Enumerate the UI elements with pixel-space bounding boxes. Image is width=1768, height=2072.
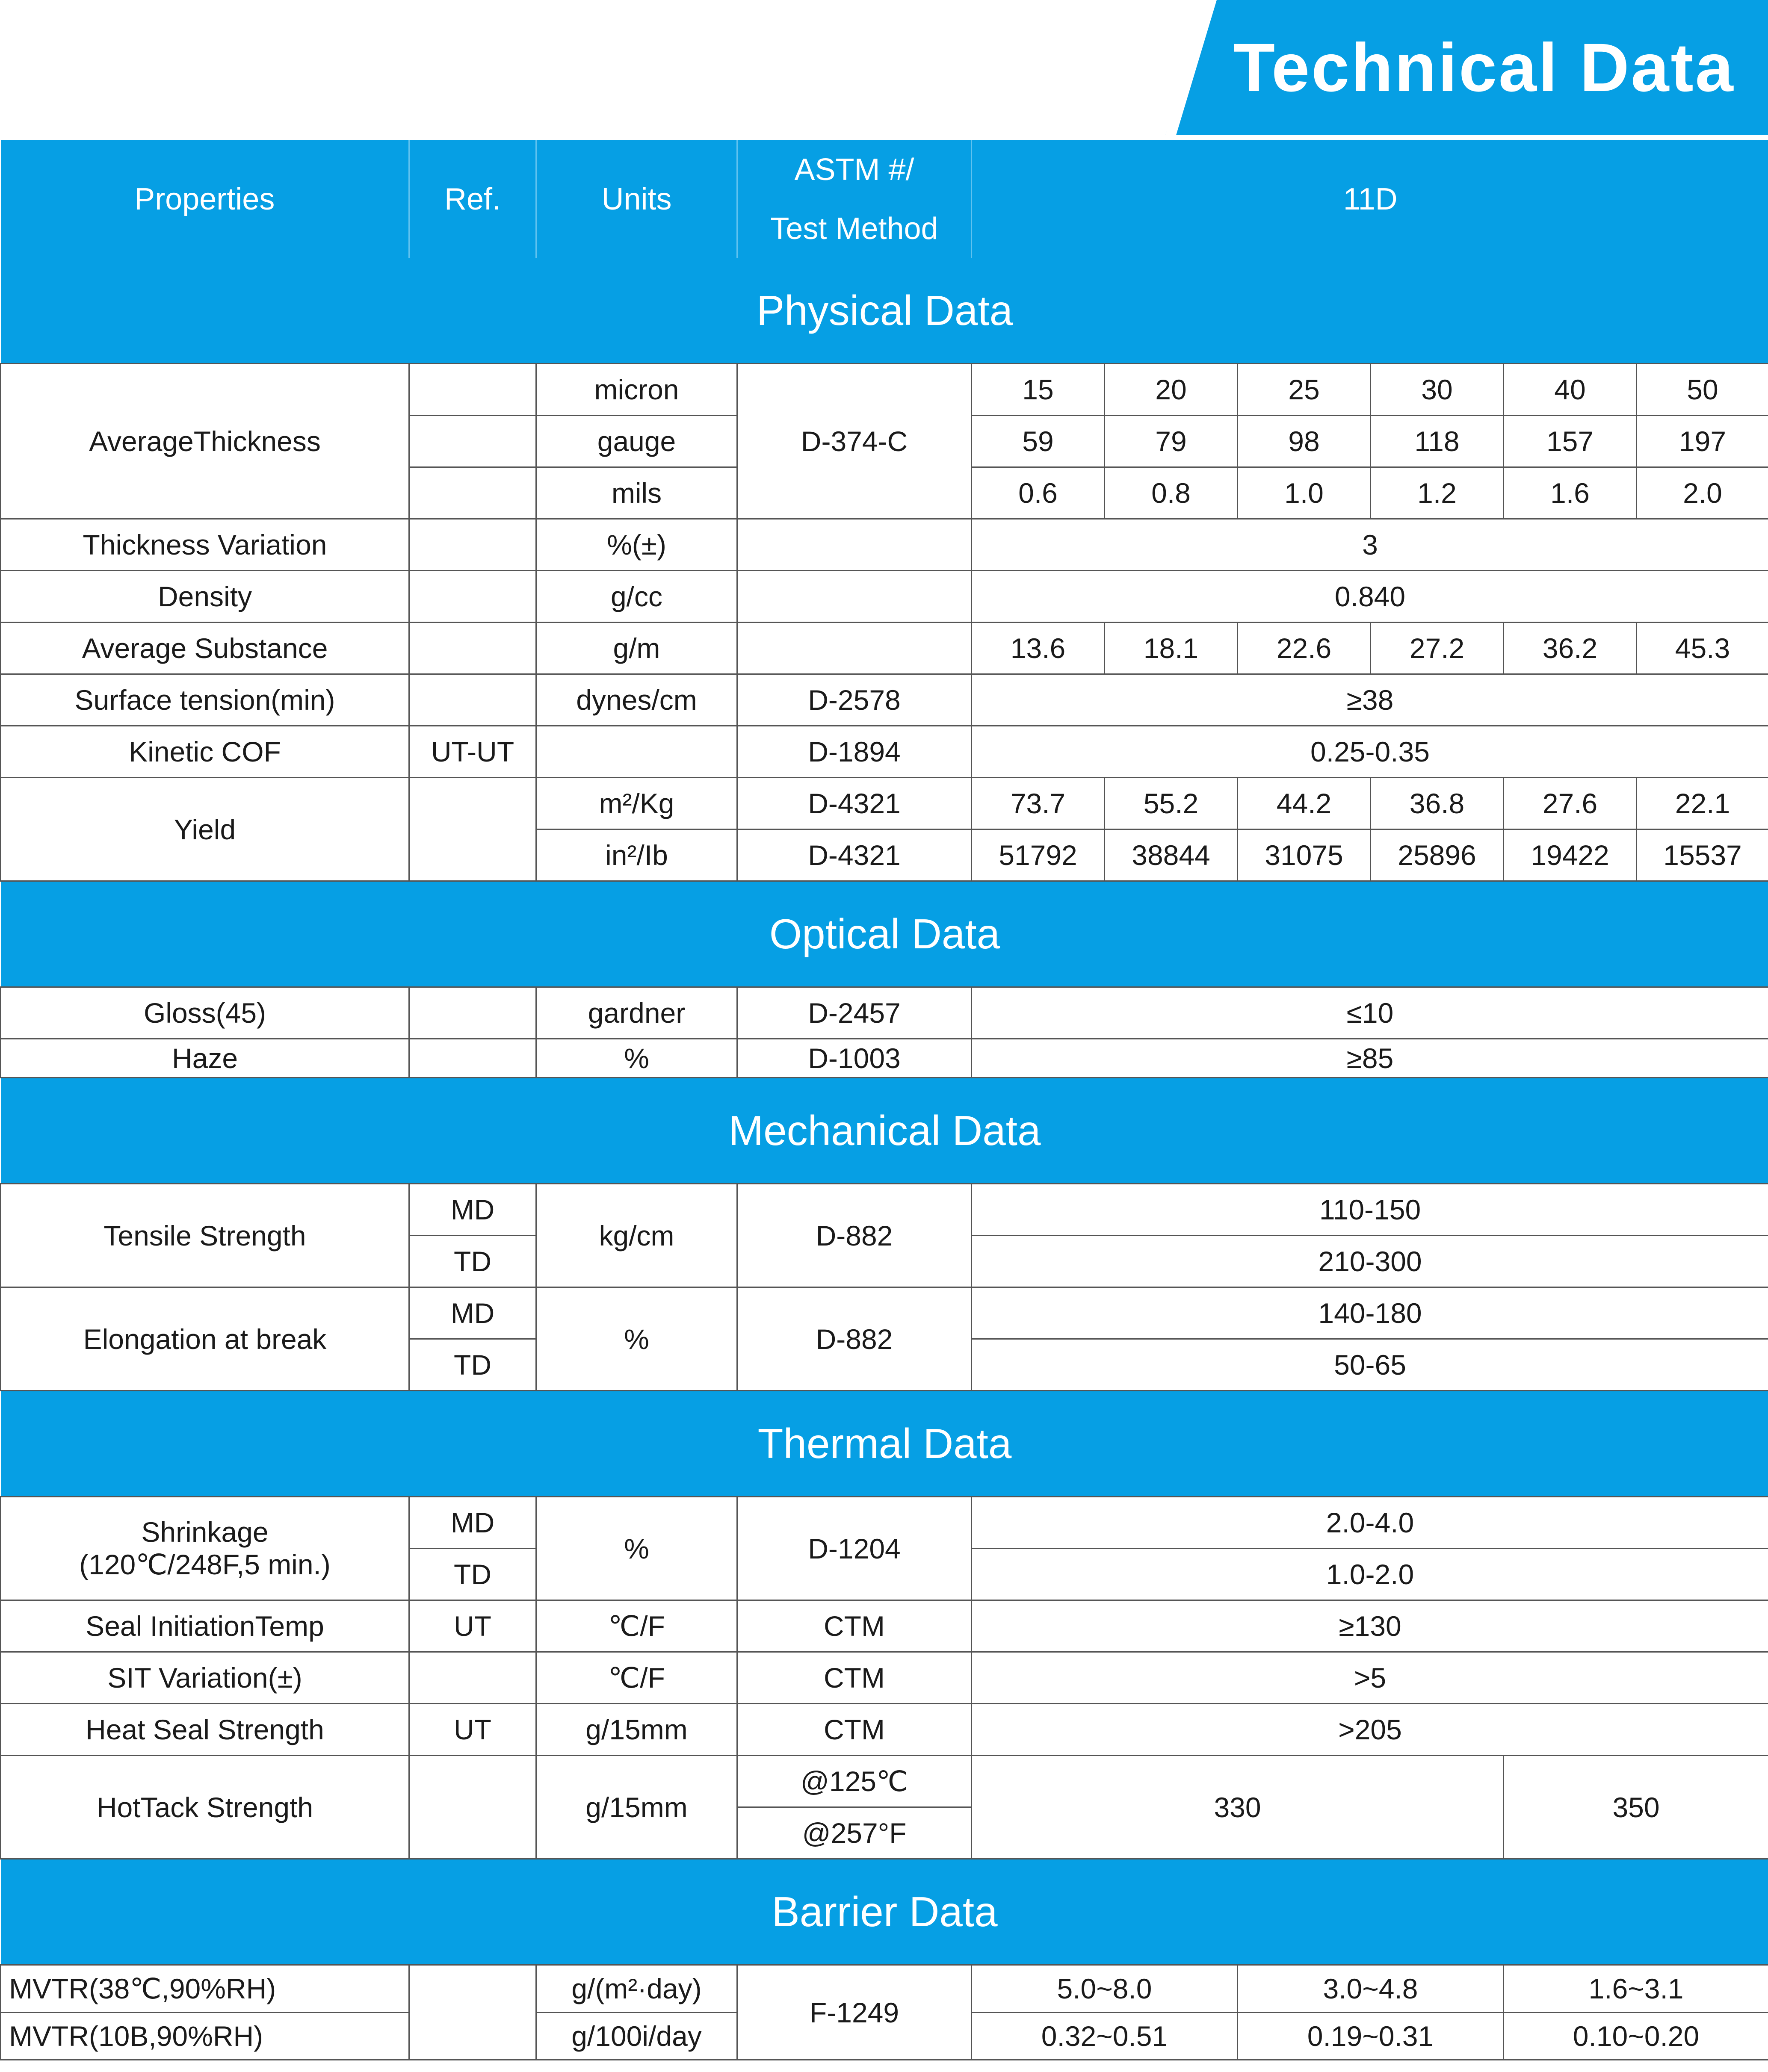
value-cell: 157 [1504, 416, 1637, 467]
property-elongation: Elongation at break [1, 1287, 409, 1391]
unit-cell: gardner [536, 987, 737, 1039]
table-row [1, 1704, 1768, 1756]
property-haze: Haze [1, 1039, 409, 1078]
header-ref: Ref. [409, 140, 536, 258]
table-row [1, 1497, 1768, 1549]
value-cell: 0.6 [972, 467, 1105, 519]
ref-cell [409, 987, 536, 1039]
value-cell: 73.7 [972, 778, 1105, 829]
value-cell: 0.10~0.20 [1504, 2013, 1768, 2060]
value-cell: 5.0~8.0 [972, 1965, 1238, 2013]
ref-cell: TD [409, 1339, 536, 1391]
unit-cell: kg/cm [536, 1184, 737, 1287]
value-cell: 36.2 [1504, 623, 1637, 674]
table-header-row [1, 140, 1768, 258]
method-cell: D-1204 [737, 1497, 972, 1600]
unit-cell: g/m [536, 623, 737, 674]
value-cell: 79 [1105, 416, 1238, 467]
value-cell: 0.25-0.35 [972, 726, 1768, 778]
value-cell: >5 [972, 1652, 1768, 1704]
property-kinetic-cof: Kinetic COF [1, 726, 409, 778]
table-row [1, 1287, 1768, 1339]
value-cell: 15537 [1637, 829, 1768, 881]
value-cell: 330 [972, 1756, 1504, 1859]
ref-cell [409, 778, 536, 881]
value-cell: >205 [972, 1704, 1768, 1756]
section-mechanical-title: Mechanical Data [1, 1078, 1768, 1184]
property-yield: Yield [1, 778, 409, 881]
table-row [1, 571, 1768, 623]
table-row [1, 726, 1768, 778]
property-avg-thickness: AverageThickness [1, 364, 409, 519]
unit-gauge: gauge [536, 416, 737, 467]
section-optical-title: Optical Data [1, 881, 1768, 987]
ref-cell: UT [409, 1704, 536, 1756]
shrinkage-line2: (120℃/248F,5 min.) [79, 1549, 331, 1580]
ref-cell: MD [409, 1184, 536, 1236]
technical-data-table [0, 140, 1768, 2060]
method-cell: @125℃ [737, 1756, 972, 1807]
ref-cell: UT [409, 1600, 536, 1652]
table-row [1, 623, 1768, 674]
value-cell: 40 [1504, 364, 1637, 416]
property-mvtr-10b: MVTR(10B,90%RH) [1, 2013, 409, 2060]
page-title: Technical Data [1233, 29, 1735, 106]
unit-cell: g/cc [536, 571, 737, 623]
ref-cell [409, 1039, 536, 1078]
method-cell: D-882 [737, 1184, 972, 1287]
ref-cell [409, 416, 536, 467]
property-seal-initiation: Seal InitiationTemp [1, 1600, 409, 1652]
unit-micron: micron [536, 364, 737, 416]
value-cell: 1.6 [1504, 467, 1637, 519]
value-cell: 15 [972, 364, 1105, 416]
unit-cell: g/100i/day [536, 2013, 737, 2060]
method-cell: D-882 [737, 1287, 972, 1391]
value-cell: ≥38 [972, 674, 1768, 726]
ref-cell [409, 1652, 536, 1704]
value-cell: 0.32~0.51 [972, 2013, 1238, 2060]
table-row [1, 1039, 1768, 1078]
value-cell: 98 [1238, 416, 1371, 467]
header-grade: 11D [972, 140, 1768, 258]
section-physical-row [1, 258, 1768, 364]
shrinkage-line1: Shrinkage [141, 1516, 269, 1548]
value-cell: ≥130 [972, 1600, 1768, 1652]
value-cell: 27.6 [1504, 778, 1637, 829]
value-cell: 1.0 [1238, 467, 1371, 519]
value-cell: 350 [1504, 1756, 1768, 1859]
header-properties: Properties [1, 140, 409, 258]
property-tensile: Tensile Strength [1, 1184, 409, 1287]
value-cell: 50-65 [972, 1339, 1768, 1391]
unit-mils: mils [536, 467, 737, 519]
ref-cell [409, 674, 536, 726]
value-cell: 36.8 [1371, 778, 1504, 829]
unit-cell: ℃/F [536, 1600, 737, 1652]
value-cell: 38844 [1105, 829, 1238, 881]
value-cell: 20 [1105, 364, 1238, 416]
table-row [1, 987, 1768, 1039]
property-mvtr-38c: MVTR(38℃,90%RH) [1, 1965, 409, 2013]
table-row [1, 1652, 1768, 1704]
table-row [1, 519, 1768, 571]
value-cell: 31075 [1238, 829, 1371, 881]
unit-cell: % [536, 1039, 737, 1078]
unit-cell: %(±) [536, 519, 737, 571]
value-cell: 210-300 [972, 1236, 1768, 1287]
value-cell: 45.3 [1637, 623, 1768, 674]
value-cell: 59 [972, 416, 1105, 467]
value-cell: 110-150 [972, 1184, 1768, 1236]
section-physical-title: Physical Data [1, 258, 1768, 364]
property-gloss: Gloss(45) [1, 987, 409, 1039]
value-cell: 22.1 [1637, 778, 1768, 829]
ref-cell: TD [409, 1549, 536, 1600]
value-cell: 22.6 [1238, 623, 1371, 674]
section-optical-row [1, 881, 1768, 987]
value-cell: 197 [1637, 416, 1768, 467]
property-avg-substance: Average Substance [1, 623, 409, 674]
section-thermal-title: Thermal Data [1, 1391, 1768, 1497]
property-thickness-variation: Thickness Variation [1, 519, 409, 571]
value-cell: ≤10 [972, 987, 1768, 1039]
unit-cell: in²/Ib [536, 829, 737, 881]
unit-cell: g/15mm [536, 1704, 737, 1756]
unit-cell: % [536, 1497, 737, 1600]
ref-cell [409, 571, 536, 623]
ref-cell [409, 364, 536, 416]
method-cell: CTM [737, 1704, 972, 1756]
value-cell: 2.0-4.0 [972, 1497, 1768, 1549]
value-cell: 50 [1637, 364, 1768, 416]
value-cell: 25 [1238, 364, 1371, 416]
ref-cell: UT-UT [409, 726, 536, 778]
value-cell: 0.19~0.31 [1238, 2013, 1504, 2060]
property-heat-seal: Heat Seal Strength [1, 1704, 409, 1756]
section-barrier-row [1, 1859, 1768, 1965]
value-cell: 19422 [1504, 829, 1637, 881]
header-astm [737, 140, 972, 258]
method-cell: CTM [737, 1652, 972, 1704]
value-cell: 55.2 [1105, 778, 1238, 829]
property-hottack: HotTack Strength [1, 1756, 409, 1859]
value-cell: 118 [1371, 416, 1504, 467]
method-cell: D-1003 [737, 1039, 972, 1078]
method-cell: D-4321 [737, 778, 972, 829]
value-cell: 2.0 [1637, 467, 1768, 519]
unit-cell [536, 726, 737, 778]
method-cell: D-4321 [737, 829, 972, 881]
ref-cell: TD [409, 1236, 536, 1287]
method-cell: @257°F [737, 1807, 972, 1859]
method-cell: F-1249 [737, 1965, 972, 2060]
ref-cell: MD [409, 1287, 536, 1339]
section-mechanical-row [1, 1078, 1768, 1184]
header-units: Units [536, 140, 737, 258]
unit-cell: m²/Kg [536, 778, 737, 829]
unit-cell: g/(m²·day) [536, 1965, 737, 2013]
table-row [1, 1756, 1768, 1807]
section-barrier-title: Barrier Data [1, 1859, 1768, 1965]
header-astm-line2: Test Method [770, 212, 938, 246]
ref-cell [409, 623, 536, 674]
section-thermal-row [1, 1391, 1768, 1497]
table-row [1, 778, 1768, 829]
value-cell: 51792 [972, 829, 1105, 881]
method-cell: D-1894 [737, 726, 972, 778]
header-astm-line1: ASTM #/ [794, 153, 914, 187]
table-row [1, 364, 1768, 416]
property-density: Density [1, 571, 409, 623]
value-cell: 1.0-2.0 [972, 1549, 1768, 1600]
property-sit-variation: SIT Variation(±) [1, 1652, 409, 1704]
value-cell: 140-180 [972, 1287, 1768, 1339]
table-row [1, 1184, 1768, 1236]
method-cell [737, 571, 972, 623]
value-cell: 1.6~3.1 [1504, 1965, 1768, 2013]
table-row [1, 1600, 1768, 1652]
value-cell: 0.840 [972, 571, 1768, 623]
unit-cell: dynes/cm [536, 674, 737, 726]
value-cell: 44.2 [1238, 778, 1371, 829]
ref-cell: MD [409, 1497, 536, 1549]
value-cell: 3 [972, 519, 1768, 571]
value-cell: 27.2 [1371, 623, 1504, 674]
method-cell [737, 623, 972, 674]
unit-cell: % [536, 1287, 737, 1391]
value-cell: ≥85 [972, 1039, 1768, 1078]
value-cell: 1.2 [1371, 467, 1504, 519]
ref-cell [409, 519, 536, 571]
unit-cell: g/15mm [536, 1756, 737, 1859]
ref-cell [409, 1756, 536, 1859]
value-cell: 30 [1371, 364, 1504, 416]
value-cell: 18.1 [1105, 623, 1238, 674]
property-shrinkage [1, 1497, 409, 1600]
value-cell: 13.6 [972, 623, 1105, 674]
method-avg-thickness: D-374-C [737, 364, 972, 519]
method-cell: D-2578 [737, 674, 972, 726]
unit-cell: ℃/F [536, 1652, 737, 1704]
value-cell: 0.8 [1105, 467, 1238, 519]
ref-cell [409, 1965, 536, 2060]
method-cell: D-2457 [737, 987, 972, 1039]
table-row [1, 1965, 1768, 2013]
method-cell: CTM [737, 1600, 972, 1652]
value-cell: 25896 [1371, 829, 1504, 881]
value-cell: 3.0~4.8 [1238, 1965, 1504, 2013]
table-row [1, 674, 1768, 726]
property-surface-tension: Surface tension(min) [1, 674, 409, 726]
method-cell [737, 519, 972, 571]
ref-cell [409, 467, 536, 519]
